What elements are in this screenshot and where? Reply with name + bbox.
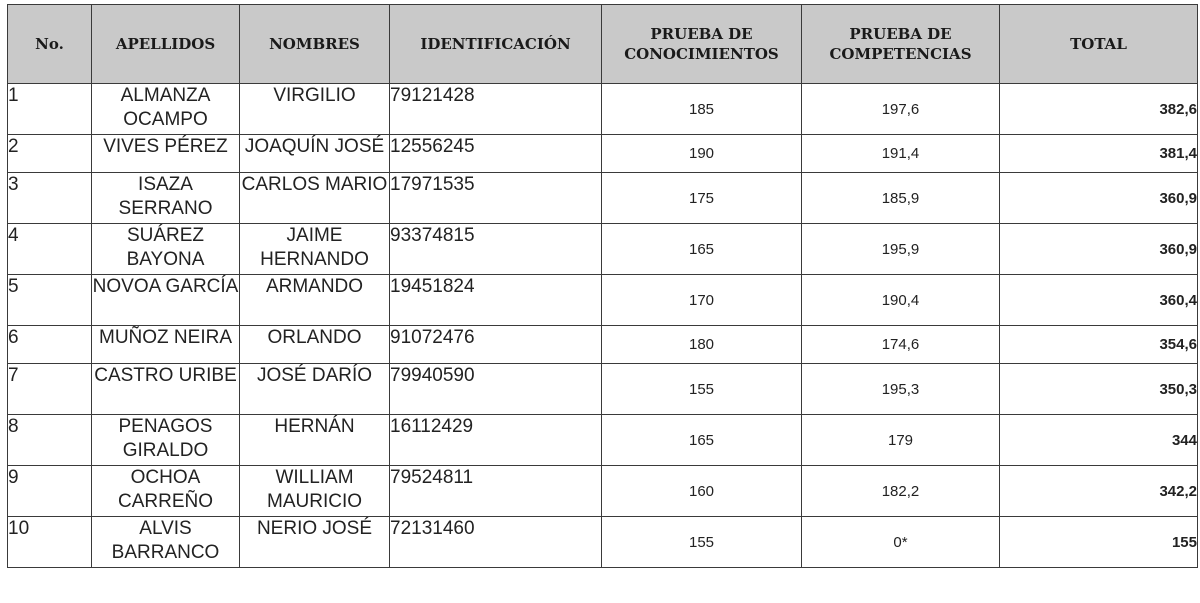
cell-total: 155 [1000, 517, 1198, 568]
cell-apellidos: SUÁREZ BAYONA [92, 224, 240, 275]
table-row [8, 275, 1198, 326]
cell-nombres: ARMANDO [240, 275, 390, 326]
cell-conocimientos: 160 [602, 466, 802, 517]
cell-nombres: HERNÁN [240, 415, 390, 466]
cell-identificacion: 16112429 [390, 415, 602, 466]
cell-total: 360,4 [1000, 275, 1198, 326]
cell-nombres: CARLOS MARIO [240, 173, 390, 224]
cell-conocimientos: 165 [602, 415, 802, 466]
cell-nombres: NERIO JOSÉ [240, 517, 390, 568]
cell-identificacion: 79940590 [390, 364, 602, 415]
cell-identificacion: 79524811 [390, 466, 602, 517]
cell-apellidos: CASTRO URIBE [92, 364, 240, 415]
col-header-competencias [802, 5, 1000, 84]
cell-identificacion: 19451824 [390, 275, 602, 326]
cell-conocimientos: 185 [602, 84, 802, 135]
cell-total: 360,9 [1000, 173, 1198, 224]
cell-conocimientos: 155 [602, 364, 802, 415]
cell-competencias: 195,9 [802, 224, 1000, 275]
cell-num: 3 [8, 173, 92, 224]
cell-total: 360,9 [1000, 224, 1198, 275]
cell-num: 4 [8, 224, 92, 275]
col-header-competencias-line1: PRUEBA DE [849, 25, 952, 43]
cell-competencias: 197,6 [802, 84, 1000, 135]
table-row [8, 326, 1198, 364]
cell-nombres: WILLIAM MAURICIO [240, 466, 390, 517]
table-row [8, 415, 1198, 466]
col-header-total: TOTAL [1000, 5, 1198, 84]
cell-num: 6 [8, 326, 92, 364]
cell-total: 354,6 [1000, 326, 1198, 364]
cell-num: 7 [8, 364, 92, 415]
table-row [8, 517, 1198, 568]
cell-competencias: 190,4 [802, 275, 1000, 326]
cell-identificacion: 72131460 [390, 517, 602, 568]
cell-identificacion: 17971535 [390, 173, 602, 224]
header-row [8, 5, 1198, 84]
col-header-num: No. [8, 5, 92, 84]
cell-nombres: JOSÉ DARÍO [240, 364, 390, 415]
cell-total: 350,3 [1000, 364, 1198, 415]
cell-identificacion: 79121428 [390, 84, 602, 135]
cell-nombres: VIRGILIO [240, 84, 390, 135]
cell-conocimientos: 175 [602, 173, 802, 224]
cell-apellidos: VIVES PÉREZ [92, 135, 240, 173]
cell-num: 2 [8, 135, 92, 173]
cell-num: 8 [8, 415, 92, 466]
cell-apellidos: PENAGOS GIRALDO [92, 415, 240, 466]
results-table [7, 4, 1198, 568]
cell-apellidos: NOVOA GARCÍA [92, 275, 240, 326]
table-row [8, 224, 1198, 275]
cell-nombres: JOAQUÍN JOSÉ [240, 135, 390, 173]
cell-conocimientos: 155 [602, 517, 802, 568]
table-row [8, 364, 1198, 415]
cell-identificacion: 93374815 [390, 224, 602, 275]
cell-competencias: 185,9 [802, 173, 1000, 224]
cell-num: 5 [8, 275, 92, 326]
cell-identificacion: 91072476 [390, 326, 602, 364]
cell-total: 381,4 [1000, 135, 1198, 173]
table-row [8, 135, 1198, 173]
cell-num: 1 [8, 84, 92, 135]
cell-total: 344 [1000, 415, 1198, 466]
table-row [8, 173, 1198, 224]
cell-apellidos: ISAZA SERRANO [92, 173, 240, 224]
col-header-apellidos: APELLIDOS [92, 5, 240, 84]
cell-identificacion: 12556245 [390, 135, 602, 173]
cell-conocimientos: 180 [602, 326, 802, 364]
cell-nombres: JAIME HERNANDO [240, 224, 390, 275]
col-header-conocimientos-line2: CONOCIMIENTOS [624, 45, 779, 63]
cell-competencias: 174,6 [802, 326, 1000, 364]
table-row [8, 84, 1198, 135]
cell-conocimientos: 170 [602, 275, 802, 326]
cell-apellidos: ALMANZA OCAMPO [92, 84, 240, 135]
cell-competencias: 179 [802, 415, 1000, 466]
col-header-conocimientos-line1: PRUEBA DE [650, 25, 753, 43]
cell-total: 382,6 [1000, 84, 1198, 135]
cell-conocimientos: 165 [602, 224, 802, 275]
col-header-identificacion: IDENTIFICACIÓN [390, 5, 602, 84]
cell-apellidos: MUÑOZ NEIRA [92, 326, 240, 364]
cell-num: 9 [8, 466, 92, 517]
cell-competencias: 0* [802, 517, 1000, 568]
cell-total: 342,2 [1000, 466, 1198, 517]
cell-apellidos: ALVIS BARRANCO [92, 517, 240, 568]
cell-conocimientos: 190 [602, 135, 802, 173]
col-header-conocimientos [602, 5, 802, 84]
cell-nombres: ORLANDO [240, 326, 390, 364]
col-header-nombres: NOMBRES [240, 5, 390, 84]
cell-num: 10 [8, 517, 92, 568]
cell-competencias: 182,2 [802, 466, 1000, 517]
cell-competencias: 195,3 [802, 364, 1000, 415]
cell-competencias: 191,4 [802, 135, 1000, 173]
col-header-competencias-line2: COMPETENCIAS [829, 45, 972, 63]
table-row [8, 466, 1198, 517]
cell-apellidos: OCHOA CARREÑO [92, 466, 240, 517]
